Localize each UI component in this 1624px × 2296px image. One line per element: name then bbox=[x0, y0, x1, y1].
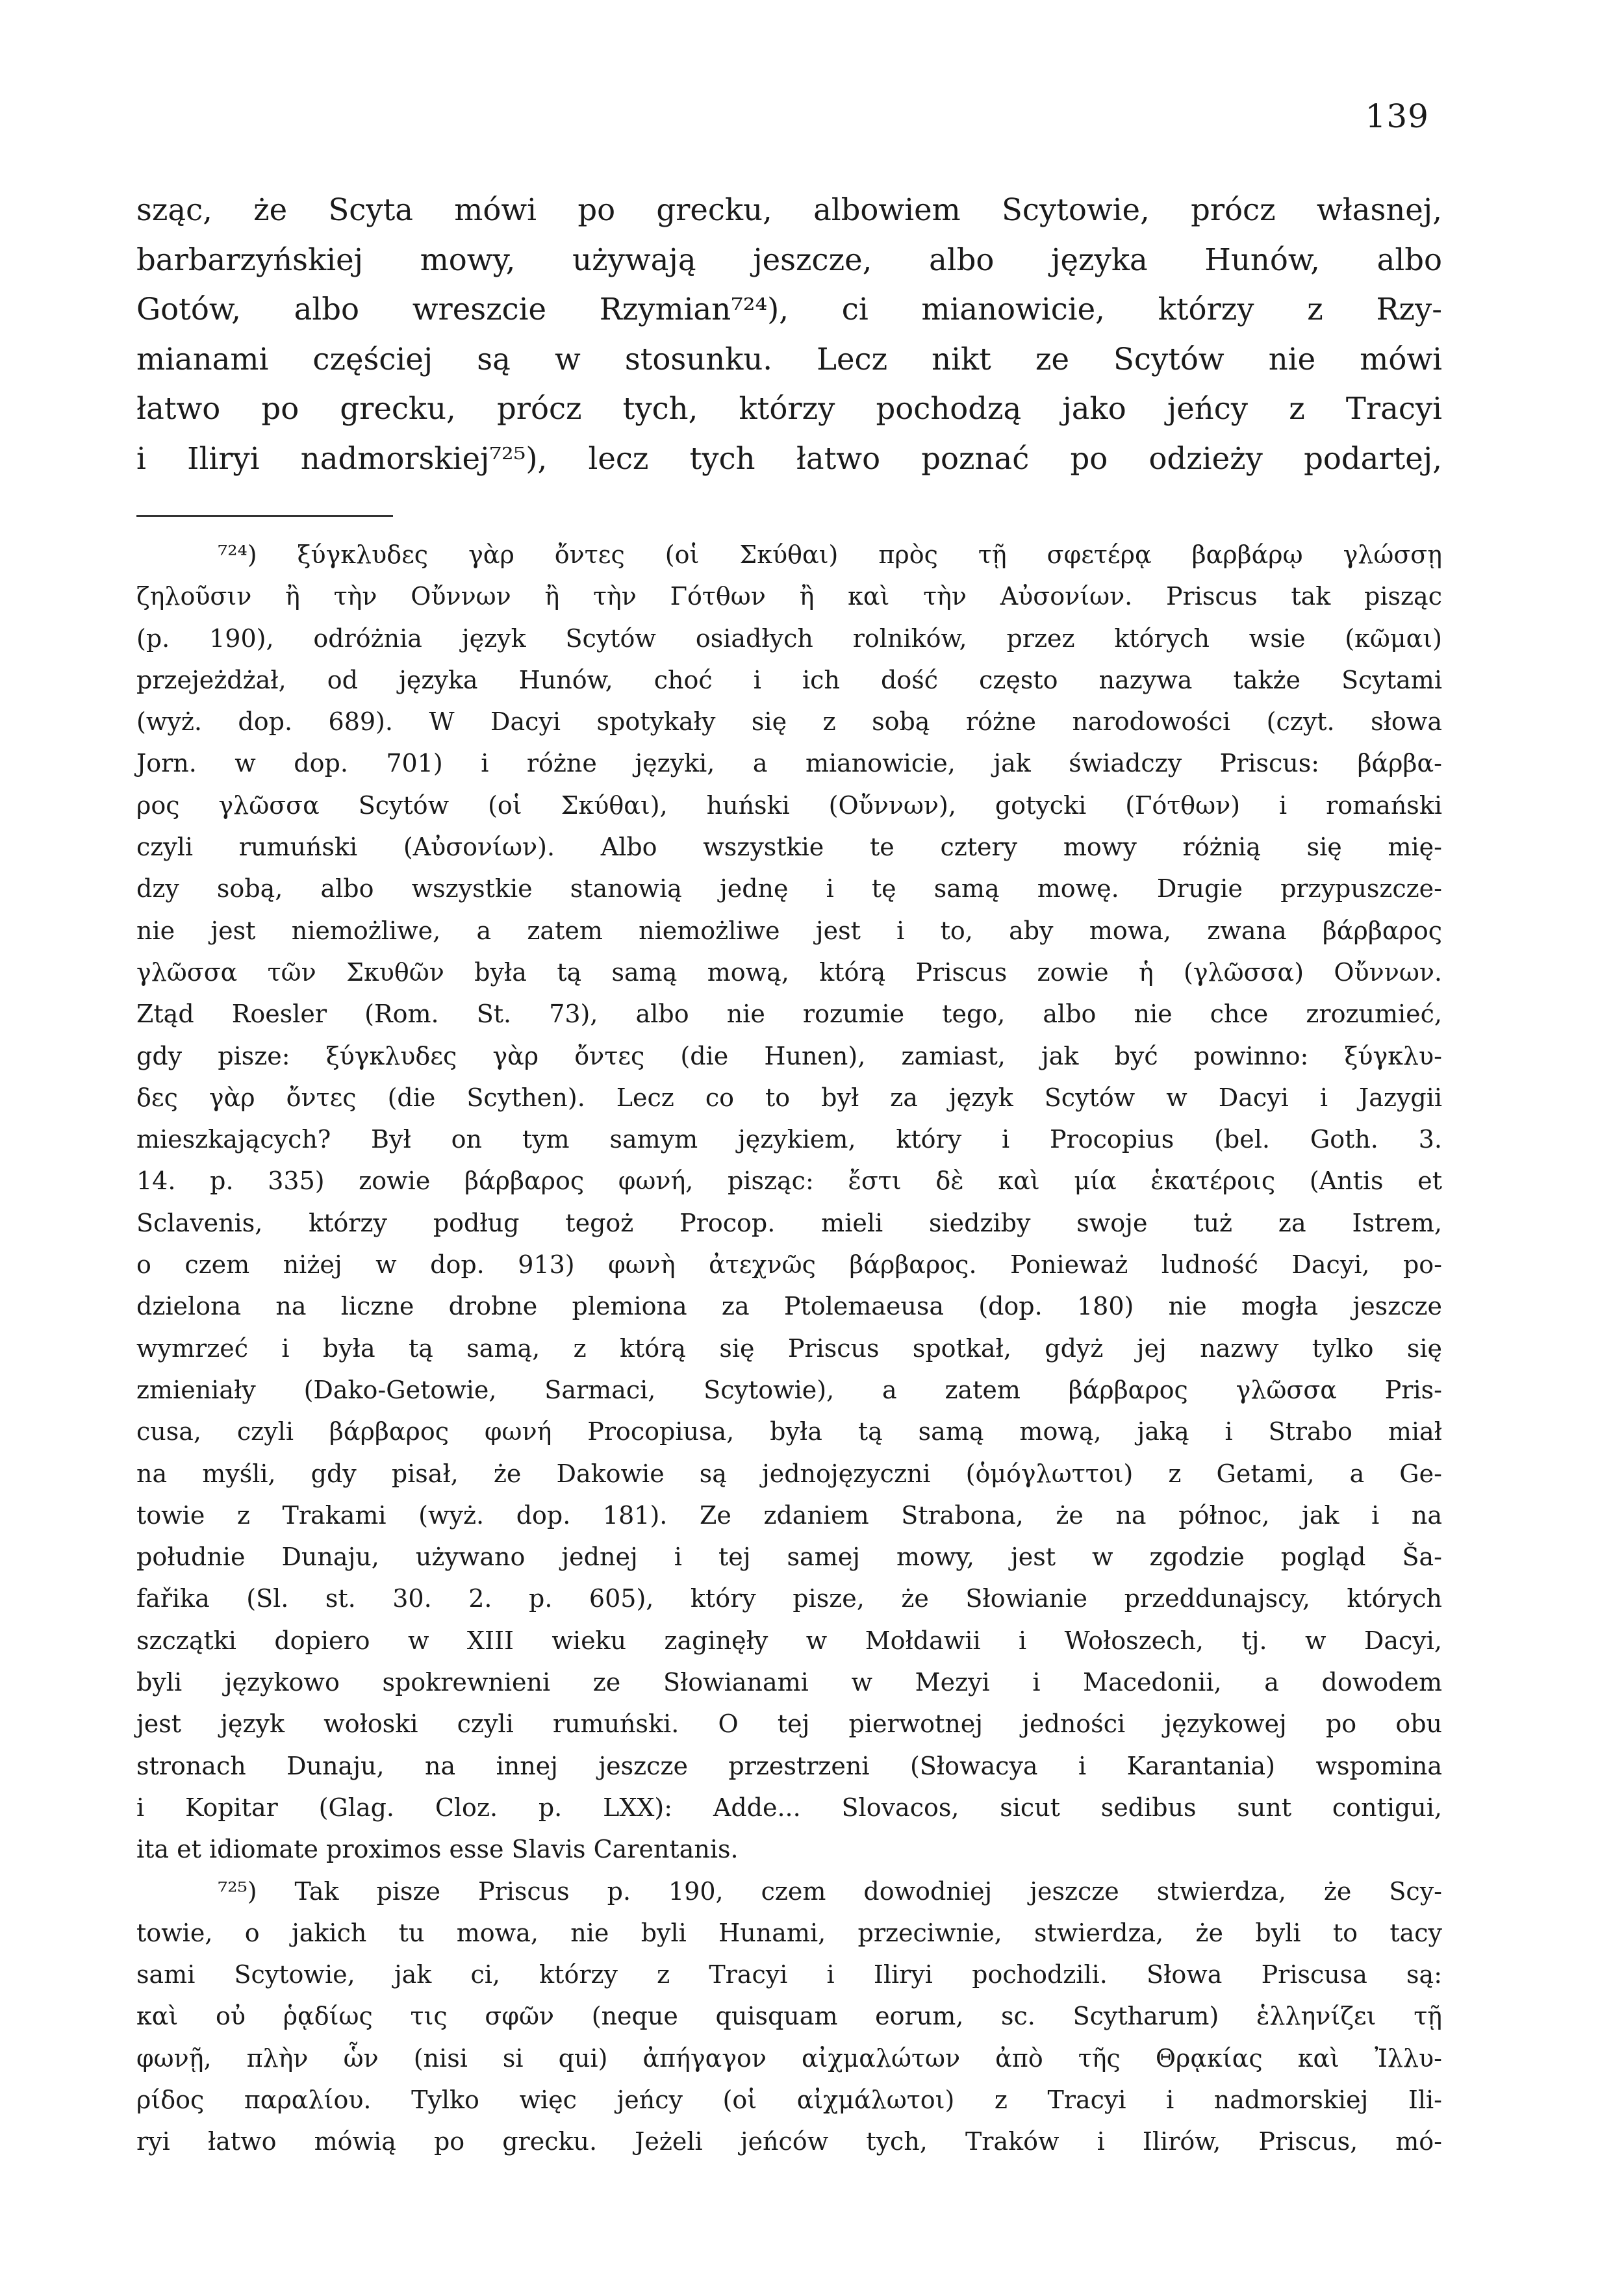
footnote-line: καὶ οὐ ῥᾳδίως τις σφῶν (neque quisquam eorum, sc. Scytharum) ἑλληνίζει τῇ bbox=[136, 2002, 1442, 2031]
footnote-line: towie z Trakami (wyż. dop. 181). Ze zdaniem Strabona, że na północ, jak i na bbox=[136, 1500, 1442, 1530]
footnote-line: ita et idiomate proximos esse Slavis Carentanis. bbox=[136, 1835, 739, 1864]
footnote-line: δες γὰρ ὄντες (die Scythen). Lecz co to był za język Scytów w Dacyi i Jazygii bbox=[136, 1083, 1442, 1112]
footnote-line: fařika (Sl. st. 30. 2. p. 605), który pisze, że Słowianie przeddunajscy, których bbox=[136, 1584, 1442, 1613]
text-line: sząc, że Scyta mówi po grecku, albowiem Scytowie, prócz własnej, bbox=[136, 192, 1442, 227]
footnote-line: ρος γλῶσσα Scytów (οἱ Σκύθαι), huński (Οὔννων), gotycki (Γότθων) i romański bbox=[136, 790, 1442, 820]
footnote-line: przejeżdżał, od języka Hunów, choć i ich dość często nazywa także Scytami bbox=[136, 665, 1442, 694]
footnote-line: nie jest niemożliwe, a zatem niemożliwe jest i to, aby mowa, zwana βάρβαρος bbox=[136, 916, 1442, 945]
footnote-line: Ztąd Roesler (Rom. St. 73), albo nie rozumie tego, albo nie chce zrozumieć, bbox=[136, 1000, 1442, 1029]
footnote-line: towie, o jakich tu mowa, nie byli Hunami, przeciwnie, stwierdza, że byli to tacy bbox=[136, 1918, 1442, 1947]
footnote-line: wymrzeć i była tą samą, z którą się Priscus spotkał, gdyż jej nazwy tylko się bbox=[136, 1333, 1442, 1363]
footnote-line: czyli rumuński (Αὐσονίων). Albo wszystkie te cztery mowy różnią się mię- bbox=[136, 833, 1442, 862]
footnote-line: mieszkających? Był on tym samym językiem, który i Procopius (bel. Goth. 3. bbox=[136, 1125, 1442, 1154]
footnote-line: 14. p. 335) zowie βάρβαρος φωνή, pisząc: ἔστι δὲ καὶ μία ἑκατέροις (Antis et bbox=[136, 1167, 1442, 1196]
footnote-line: szczątki dopiero w XIII wieku zaginęły w Mołdawii i Wołoszech, tj. w Dacyi, bbox=[136, 1626, 1442, 1655]
footnote-line: ρίδος παραλίου. Tylko więc jeńcy (οἱ αἰχμάλωτοι) z Tracyi i nadmorskiej Ili- bbox=[136, 2085, 1442, 2114]
footnote-724 bbox=[136, 534, 1442, 1871]
footnote-separator bbox=[136, 515, 393, 517]
footnote-line: dzy sobą, albo wszystkie stanowią jednę i tę samą mowę. Drugie przypuszcze- bbox=[136, 874, 1442, 903]
footnote-725 bbox=[136, 1871, 1442, 2163]
footnote-line: dzielona na liczne drobne plemiona za Ptolemaeusa (dop. 180) nie mogła jeszcze bbox=[136, 1292, 1442, 1321]
text-line: i Iliryi nadmorskiej⁷²⁵), lecz tych łatwo poznać po odzieży podartej, bbox=[136, 440, 1442, 476]
footnote-line: gdy pisze: ξύγκλυδες γὰρ ὄντες (die Hunen), zamiast, jak być powinno: ξύγκλυ- bbox=[136, 1041, 1442, 1070]
text-line: Gotów, albo wreszcie Rzymian⁷²⁴), ci mianowicie, którzy z Rzy- bbox=[136, 292, 1442, 327]
footnote-line: sami Scytowie, jak ci, którzy z Tracyi i Iliryi pochodzili. Słowa Priscusa są: bbox=[136, 1960, 1442, 1989]
footnote-line: stronach Dunaju, na innej jeszcze przestrzeni (Słowacya i Karantania) wspomina bbox=[136, 1751, 1442, 1780]
footnote-line: (wyż. dop. 689). W Dacyi spotykały się z sobą różne narodowości (czyt. słowa bbox=[136, 707, 1442, 737]
footnote-line: ⁷²⁴) ξύγκλυδες γὰρ ὄντες (οἱ Σκύθαι) πρὸς τῇ σφετέρᾳ βαρβάρῳ γλώσσῃ bbox=[218, 540, 1442, 569]
footnote-line: cusa, czyli βάρβαρος φωνή Procopiusa, była tą samą mową, jaką i Strabo miał bbox=[136, 1417, 1442, 1446]
footnote-line: γλῶσσα τῶν Σκυθῶν była tą samą mową, którą Priscus zowie ἡ (γλῶσσα) Οὔννων. bbox=[136, 957, 1442, 987]
footnote-line: ryi łatwo mówią po grecku. Jeżeli jeńców tych, Traków i Ilirów, Priscus, mó- bbox=[136, 2127, 1442, 2156]
main-text bbox=[136, 185, 1442, 483]
footnote-line: południe Dunaju, używano jednej i tej samej mowy, jest w zgodzie pogląd Ša- bbox=[136, 1543, 1442, 1572]
text-line: mianami częściej są w stosunku. Lecz nikt ze Scytów nie mówi bbox=[136, 341, 1442, 377]
page-number: 139 bbox=[1365, 97, 1429, 135]
footnote-line: byli językowo spokrewnieni ze Słowianami w Mezyi i Macedonii, a dowodem bbox=[136, 1668, 1442, 1697]
footnote-line: na myśli, gdy pisał, że Dakowie są jednojęzyczni (ὁμόγλωττοι) z Getami, a Ge- bbox=[136, 1459, 1442, 1488]
footnote-line: o czem niżej w dop. 913) φωνὴ ἀτεχνῶς βάρβαρος. Ponieważ ludność Dacyi, po- bbox=[136, 1250, 1442, 1280]
text-line: łatwo po grecku, prócz tych, którzy pochodzą jako jeńcy z Tracyi bbox=[136, 391, 1442, 426]
footnote-line: ζηλοῦσιν ἢ τὴν Οὔννων ἢ τὴν Γότθων ἢ καὶ τὴν Αὐσονίων. Priscus tak pisząc bbox=[136, 582, 1442, 611]
footnote-line: zmieniały (Dako-Getowie, Sarmaci, Scytowie), a zatem βάρβαρος γλῶσσα Pris- bbox=[136, 1375, 1442, 1404]
footnote-line: (p. 190), odróżnia język Scytów osiadłych rolników, przez których wsie (κῶμαι) bbox=[136, 624, 1442, 653]
text-line: barbarzyńskiej mowy, używają jeszcze, albo języka Hunów, albo bbox=[136, 242, 1442, 277]
footnote-line: jest język wołoski czyli rumuński. O tej pierwotnej jedności językowej po obu bbox=[136, 1709, 1442, 1739]
footnote-line: ⁷²⁵) Tak pisze Priscus p. 190, czem dowodniej jeszcze stwierdza, że Scy- bbox=[218, 1876, 1442, 1906]
footnote-line: Jorn. w dop. 701) i różne języki, a mianowicie, jak świadczy Priscus: βάρβα- bbox=[136, 749, 1442, 778]
footnote-line: Sclavenis, którzy podług tegoż Procop. mieli siedziby swoje tuż za Istrem, bbox=[136, 1208, 1442, 1237]
footnote-line: i Kopitar (Glag. Cloz. p. LXX): Adde... Slovacos, sicut sedibus sunt contigui, bbox=[136, 1793, 1442, 1822]
footnotes bbox=[136, 534, 1442, 2163]
footnote-line: φωνῇ, πλὴν ὧν (nisi si qui) ἀπήγαγον αἰχμαλώτων ἀπὸ τῆς Θρᾳκίας καὶ Ἰλλυ- bbox=[136, 2043, 1442, 2073]
